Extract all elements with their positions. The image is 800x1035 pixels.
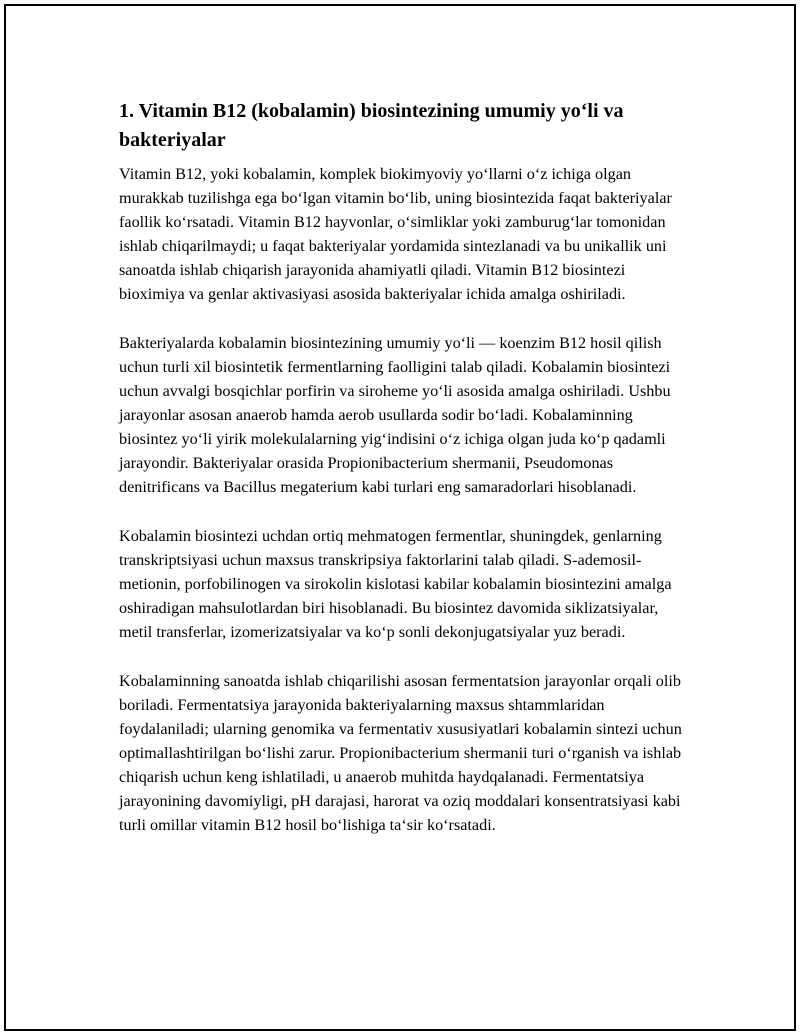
document-body — [119, 97, 691, 862]
paragraph-1: Vitamin B12, yoki kobalamin, komplek biokimyoviy yo‘llarni o‘z ichiga olgan murakkab tuzilishga ega bo‘lgan vitamin bo‘lib, uning biosintezida faqat bakteriyalar faollik ko‘rsatadi. Vitamin B12 hayvonlar, o‘simliklar yoki zamburug‘lar tomonidan ishlab chiqarilmaydi; u faqat bakteriyalar yordamida sintezlanadi va bu unikallik uni sanoatda ishlab chiqarish jarayonida ahamiyatli qiladi. Vitamin B12 biosintezi bioximiya va genlar aktivasiyasi asosida bakteriyalar ichida amalga oshiriladi. — [119, 165, 672, 303]
paragraph-3: Kobalamin biosintezi uchdan ortiq mehmatogen fermentlar, shuningdek, genlarning transkriptsiyasi uchun maxsus transkripsiya faktorlarini talab qiladi. S-ademosil-metionin, porfobilinogen va sirokolin kislotasi kabilar kobalamin biosintezini amalga oshiradigan mahsulotlardan biri hisoblanadi. Bu biosintez davomida siklizatsiyalar, metil transferlar, izomerizatsiyalar va ko‘p sonli dekonjugatsiyalar yuz beradi. — [119, 527, 672, 641]
document-page — [4, 4, 796, 1031]
paragraph-2: Bakteriyalarda kobalamin biosintezining umumiy yo‘li — koenzim B12 hosil qilish uchun turli xil biosintetik fermentlarning faolligini talab qiladi. Kobalamin biosintezi uchun avvalgi bosqichlar porfirin va siroheme yo‘li asosida amalga oshiriladi. Ushbu jarayonlar asosan anaerob hamda aerob usullarda sodir bo‘ladi. Kobalaminning biosintez yo‘li yirik molekulalarning yig‘indisini o‘z ichiga olgan juda ko‘p qadamli jarayondir. Bakteriyalar orasida Propionibacterium shermanii, Pseudomonas denitrificans va Bacillus megaterium kabi turlari eng samaradorlari hisoblanadi. — [119, 334, 671, 496]
section-title: 1. Vitamin B12 (kobalamin) biosintezining umumiy yo‘li va bakteriyalar — [119, 100, 624, 151]
paragraph-4: Kobalaminning sanoatda ishlab chiqarilishi asosan fermentatsion jarayonlar orqali olib boriladi. Fermentatsiya jarayonida bakteriyalarning maxsus shtammlaridan foydalaniladi; ularning genomika va fermentativ xususiyatlari kobalamin sintezi uchun optimallashtirilgan bo‘lishi zarur. Propionibacterium shermanii turi o‘rganish va ishlab chiqarish uchun keng ishlatiladi, u anaerob muhitda haydqalanadi. Fermentatsiya jarayonining davomiyligi, pH darajasi, harorat va oziq moddalari konsentratsiyasi kabi turli omillar vitamin B12 hosil bo‘lishiga ta‘sir ko‘rsatadi. — [119, 672, 682, 834]
